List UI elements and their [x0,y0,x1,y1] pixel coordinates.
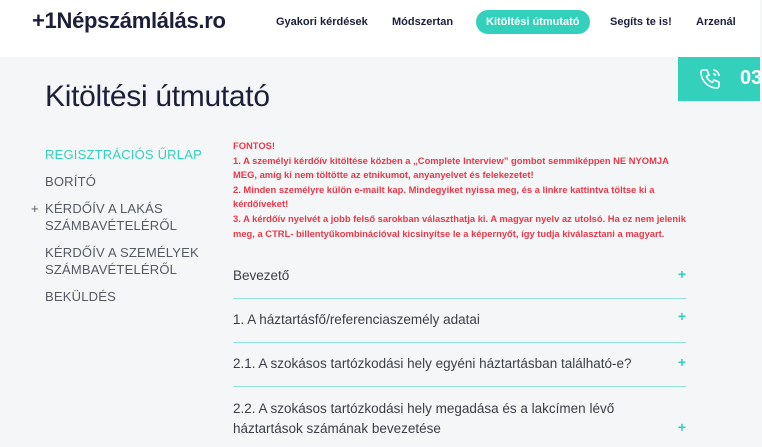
nav-gyakori-kerdesek[interactable]: Gyakori kérdések [276,16,368,28]
accordion-item[interactable] [233,268,686,299]
sidebar-item-borito[interactable]: BORÍTÓ [45,174,97,189]
plus-icon[interactable]: + [677,419,686,435]
important-notice [233,139,693,241]
accordion-item[interactable] [233,343,686,387]
main-nav [0,10,760,34]
plus-icon[interactable]: + [677,308,686,324]
phone-icon [698,67,722,91]
sidebar-item-regisztracios-urlap[interactable]: REGISZTRÁCIÓS ŰRLAP [45,147,202,162]
notice-line: 2. Minden személyre külön e-mailt kap. Mindegyiket nyissa meg, és a linkre kattintva töltse ki a kérdőíveket! [233,183,655,210]
site-header [0,0,760,57]
accordion-item-title: 1. A háztartásfő/referenciaszemély adatai [233,312,480,327]
logo[interactable]: +1Népszámlálás.ro [32,8,226,33]
notice-line: 1. A személyi kérdőív kitöltése közben a „Complete Interview” gombot semmiképpen NE NYOMJA MEG, amíg ki nem töltötte az etnikumot, anyanyelvet és felekezetet! [233,154,669,181]
phone-number: 03 [740,67,762,89]
accordion-item-title: Bevezető [233,268,290,283]
sidebar-item-szemelyek-kerdoiv[interactable]: KÉRDŐÍV A SZEMÉLYEK SZÁMBAVÉTELÉRŐL [45,245,199,277]
expand-icon[interactable]: + [31,201,39,216]
nav-arzenal[interactable]: Arzenál [696,16,736,28]
sidebar-nav [31,146,215,315]
accordion [233,268,686,447]
phone-contact-button[interactable] [678,57,760,101]
notice-title: FONTOS! [233,140,276,151]
accordion-item[interactable] [233,387,686,447]
accordion-item[interactable] [233,299,686,343]
plus-icon[interactable]: + [677,354,686,370]
accordion-item-title: 2.1. A szokásos tartózkodási hely egyéni háztartásban található-e? [233,356,632,371]
notice-line: 3. A kérdőív nyelvét a jobb felső sarokban választhatja ki. A magyar nyelv az utolsó. Ha ez nem jelenik meg, a CTRL- billentyűkombinációval kicsinyítse le a képernyőt, így tudja kiválasztani a magyart. [233,212,686,239]
nav-kitoltesi-utmutato[interactable]: Kitöltési útmutató [476,10,590,34]
nav-modszertan[interactable]: Módszertan [392,16,454,28]
plus-icon[interactable]: + [677,266,686,282]
nav-segits-te-is[interactable]: Segíts te is! [610,16,672,28]
sidebar-item-lakas-kerdoiv[interactable] [31,200,215,234]
accordion-item-title: 2.2. A szokásos tartózkodási hely megadása és a lakcímen lévő háztartások számának bevezetése [233,401,615,436]
sidebar-item-bekuldes[interactable]: BEKÜLDÉS [45,289,116,304]
page-title: Kitöltési útmutató [45,80,270,113]
sidebar-item-label: KÉRDŐÍV A LAKÁS SZÁMBAVÉTELÉRŐL [45,201,178,233]
